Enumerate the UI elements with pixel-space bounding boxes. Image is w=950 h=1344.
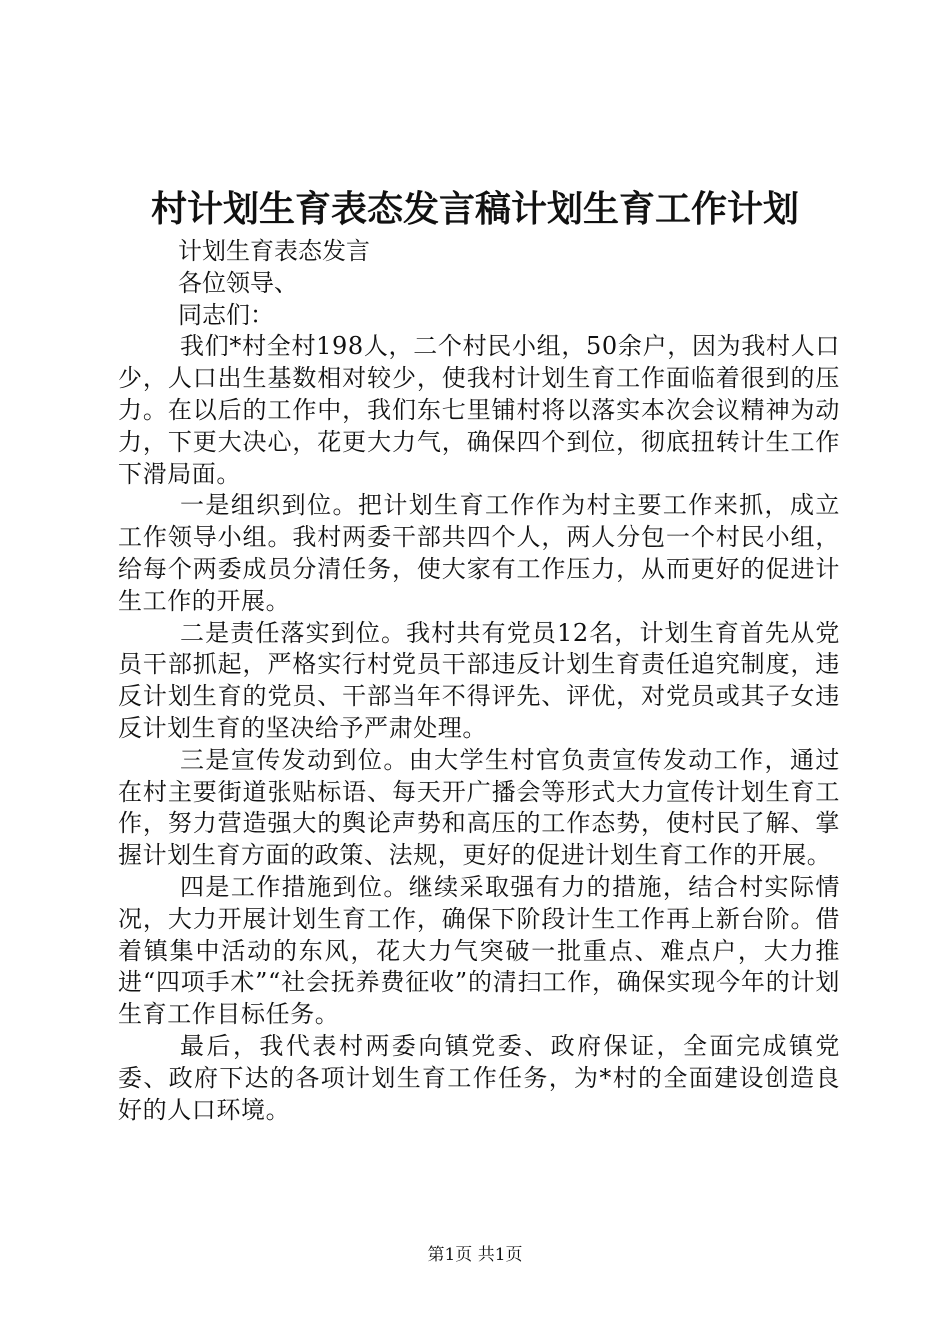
document-title: 村计划生育表态发言稿计划生育工作计划 (150, 188, 799, 230)
speech-heading: 计划生育表态发言 (178, 237, 370, 265)
document-body (118, 236, 840, 1126)
paragraph-responsibility: 二是责任落实到位。我村共有党员12名，计划生育首先从党员干部抓起，严格实行村党员干部违反计划生育责任追究制度，违反计划生育的党员、干部当年不得评先、评优，对党员或其子女违反计划生育的坚决给予严肃处理。 (118, 618, 840, 742)
paragraph-organization: 一是组织到位。把计划生育工作作为村主要工作来抓，成立工作领导小组。我村两委干部共四个人，两人分包一个村民小组，给每个两委成员分清任务，使大家有工作压力，从而更好的促进计生工作的开展。 (118, 491, 840, 615)
paragraph-conclusion: 最后，我代表村两委向镇党委、政府保证，全面完成镇党委、政府下达的各项计划生育工作任务，为*村的全面建设创造良好的人口环境。 (118, 1031, 840, 1124)
salutation-leaders: 各位领导、 (178, 268, 298, 297)
salutation-comrades: 同志们： (178, 300, 274, 329)
paragraph-measures: 四是工作措施到位。继续采取强有力的措施，结合村实际情况，大力开展计划生育工作，确保下阶段计生工作再上新台阶。借着镇集中活动的东风，花大力气突破一批重点、难点户，大力推进“四项手术”“社会抚养费征收”的清扫工作，确保实现今年的计划生育工作目标任务。 (118, 872, 840, 1029)
paragraph-publicity: 三是宣传发动到位。由大学生村官负责宣传发动工作，通过在村主要街道张贴标语、每天开广播会等形式大力宣传计划生育工作，努力营造强大的舆论声势和高压的工作态势，使村民了解、掌握计划生育方面的政策、法规，更好的促进计划生育工作的开展。 (118, 745, 840, 870)
page-footer: 第1页 共1页 (427, 1245, 523, 1265)
paragraph-intro: 我们*村全村198人，二个村民小组，50余户，因为我村人口少，人口出生基数相对较少，使我村计划生育工作面临着很到的压力。在以后的工作中，我们东七里铺村将以落实本次会议精神为动力，下更大决心，花更大力气，确保四个到位，彻底扭转计生工作下滑局面。 (118, 332, 840, 488)
